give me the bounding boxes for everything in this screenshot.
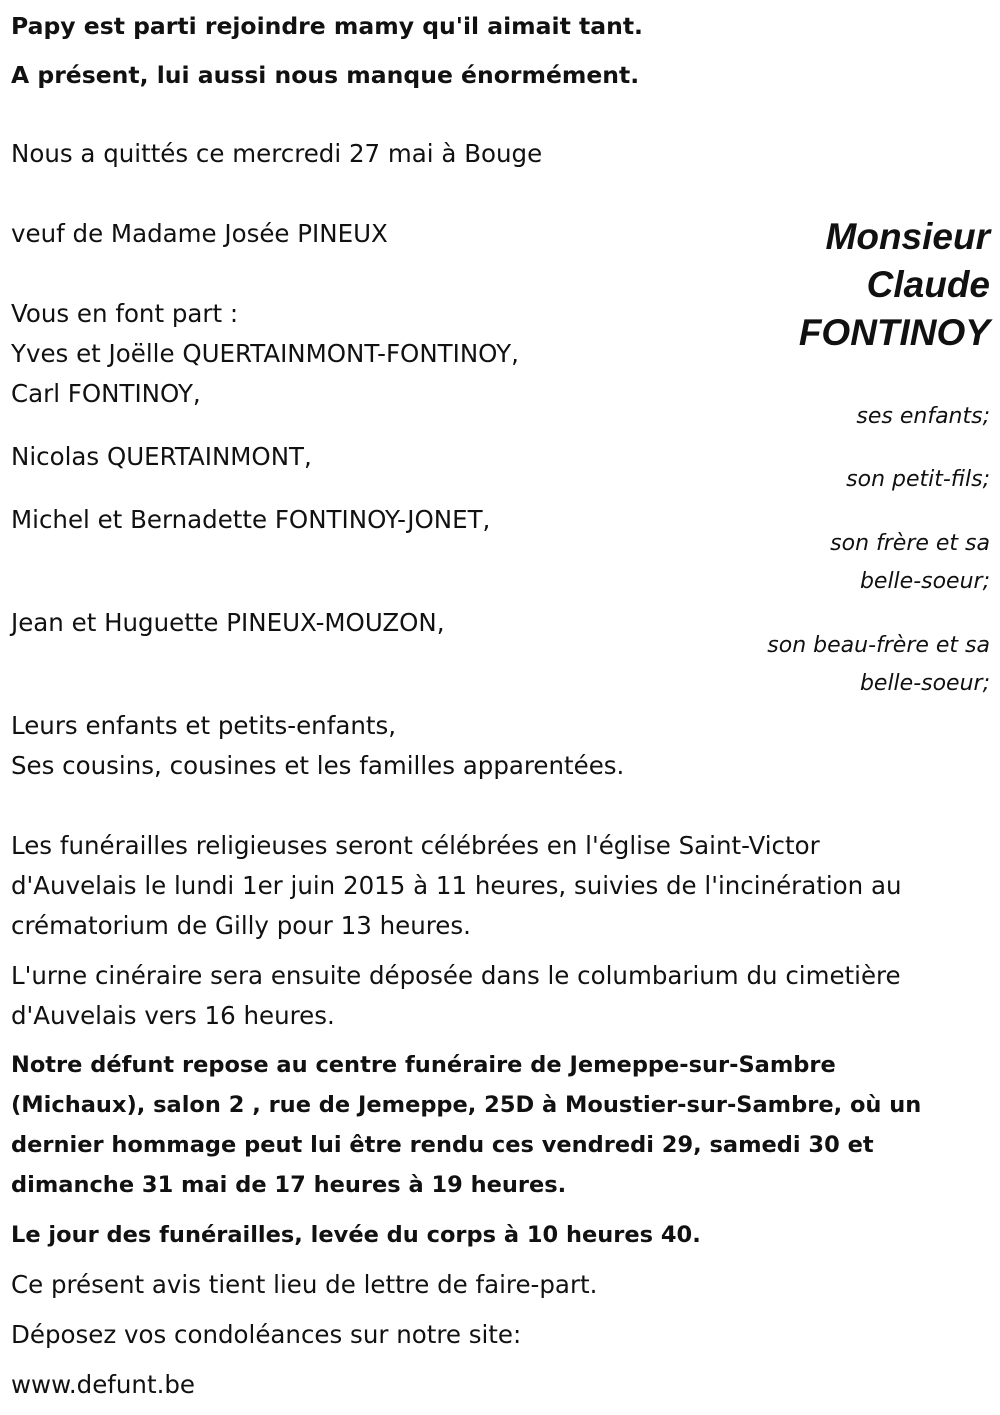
passing-text: Nous a quittés ce mercredi 27 mai à Bouge	[11, 139, 543, 168]
notice-text: Ce présent avis tient lieu de lettre de faire-part.	[11, 1270, 598, 1299]
children-line-1: Yves et Joëlle QUERTAINMONT-FONTINOY,	[11, 339, 519, 368]
header-line-1: Papy est parti rejoindre mamy qu'il aimait tant.	[11, 12, 643, 40]
children-role: ses enfants;	[856, 404, 990, 429]
in-law-role-line-1: son beau-frère et sa	[767, 633, 990, 658]
levee-text: Le jour des funérailles, levée du corps à 10 heures 40.	[11, 1222, 701, 1248]
brother-role-line-1: son frère et sa	[830, 531, 990, 556]
widower-text: veuf de Madame Josée PINEUX	[11, 219, 388, 248]
ceremony-line-3: crématorium de Gilly pour 13 heures.	[11, 911, 471, 940]
urn-line-1: L'urne cinéraire sera ensuite déposée dans le columbarium du cimetière	[11, 961, 901, 990]
header-line-2: A présent, lui aussi nous manque énormément.	[11, 61, 640, 89]
deceased-title: Monsieur	[825, 216, 990, 257]
ceremony-line-1: Les funérailles religieuses seront célébrées en l'église Saint-Victor	[11, 831, 820, 860]
in-law-text: Jean et Huguette PINEUX-MOUZON,	[11, 608, 445, 637]
brother-text: Michel et Bernadette FONTINOY-JONET,	[11, 505, 491, 534]
condolences-text: Déposez vos condoléances sur notre site:	[11, 1320, 522, 1349]
ceremony-line-2: d'Auvelais le lundi 1er juin 2015 à 11 heures, suivies de l'incinération au	[11, 871, 902, 900]
grandson-role: son petit-fils;	[846, 467, 990, 492]
grandson-text: Nicolas QUERTAINMONT,	[11, 442, 312, 471]
announce-text: Vous en font part :	[11, 299, 239, 328]
deceased-last-name: FONTINOY	[798, 312, 990, 353]
repose-line-4: dimanche 31 mai de 17 heures à 19 heures.	[11, 1172, 567, 1198]
urn-line-2: d'Auvelais vers 16 heures.	[11, 1001, 335, 1030]
others-line-1: Leurs enfants et petits-enfants,	[11, 711, 397, 740]
deceased-first-name: Claude	[866, 264, 990, 305]
repose-line-2: (Michaux), salon 2 , rue de Jemeppe, 25D à Moustier-sur-Sambre, où un	[11, 1092, 922, 1118]
brother-role-line-2: belle-soeur;	[859, 569, 990, 594]
in-law-role-line-2: belle-soeur;	[859, 671, 990, 696]
children-line-2: Carl FONTINOY,	[11, 379, 201, 408]
repose-line-1: Notre défunt repose au centre funéraire de Jemeppe-sur-Sambre	[11, 1052, 836, 1078]
repose-line-3: dernier hommage peut lui être rendu ces vendredi 29, samedi 30 et	[11, 1132, 874, 1158]
website-text: www.defunt.be	[11, 1370, 195, 1399]
others-line-2: Ses cousins, cousines et les familles apparentées.	[11, 751, 625, 780]
